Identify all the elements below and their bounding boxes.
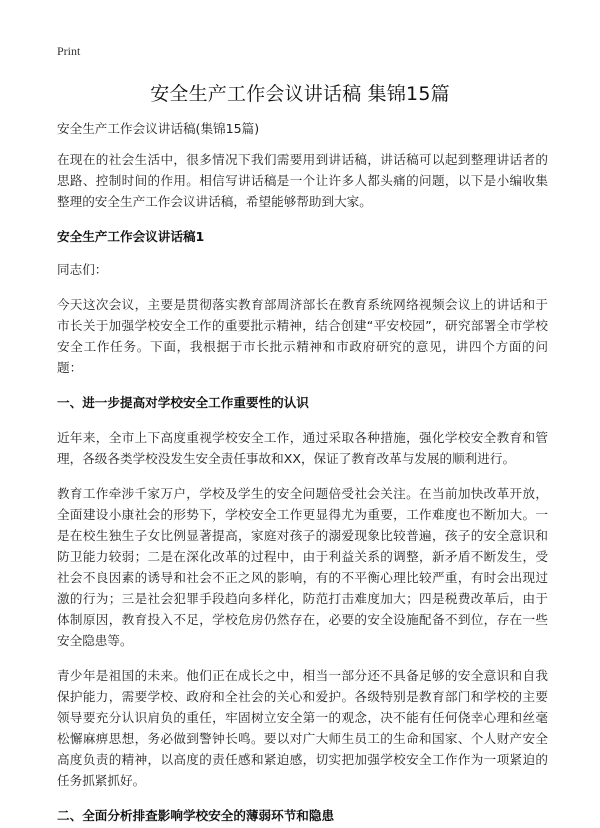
print-link[interactable]: Print bbox=[57, 44, 81, 58]
document-subtitle: 安全生产工作会议讲话稿(集锦15篇) bbox=[57, 121, 260, 136]
speech-heading: 安全生产工作会议讲话稿1 bbox=[57, 229, 205, 244]
document-title: 安全生产工作会议讲话稿 集锦15篇 bbox=[150, 83, 450, 105]
section1-paragraph-b: 教育工作牵涉千家万户，学校及学生的安全问题倍受社会关注。在当前加快改革开放，全面建设小康社会的形势下，学校安全工作更显得尤为重要，工作难度也不断加大。一是在校生独生子女比例显著提高，家庭对孩子的溺爱现象比较普遍，孩子的安全意识和防卫能力较弱；二是在深化改革的过程中，由于利益关系的调整，新矛盾不断发生，受社会不良因素的诱导和社会不正之风的影响，有的不平衡心理比较严重，有时会出现过激的行为；三是社会犯罪手段趋向多样化，防范打击难度加大；四是税费改革后，由于体制原因，教育投入不足，学校危房仍然存在，必要的安全设施配备不到位，存在一些安全隐患等。 bbox=[57, 486, 548, 648]
greeting-paragraph: 同志们： bbox=[57, 262, 108, 277]
opening-paragraph: 今天这次会议，主要是贯彻落实教育部周济部长在教育系统网络视频会议上的讲话和于市长关于加强学校安全工作的重要批示精神，结合创建“平安校园”，研究部署全市学校安全工作任务。下面，我根据于市长批示精神和市政府研究的意见，讲四个方面的问题： bbox=[57, 297, 548, 375]
section-heading-1: 一、进一步提高对学校安全工作重要性的认识 bbox=[57, 395, 309, 410]
document-body bbox=[57, 118, 548, 826]
section-heading-2: 二、全面分析排查影响学校安全的薄弱环节和隐患 bbox=[57, 808, 335, 823]
section1-paragraph-c: 青少年是祖国的未来。他们正在成长之中，相当一部分还不具备足够的安全意识和自我保护能力，需要学校、政府和全社会的关心和爱护。各级特别是教育部门和学校的主要领导要充分认识肩负的重任，牢固树立安全第一的观念，决不能有任何侥幸心理和丝毫松懈麻痹思想，务必做到警钟长鸣。要以对广大师生员工的生命和国家、个人财产安全高度负责的精神，以高度的责任感和紧迫感，切实把加强学校安全工作作为一项紧迫的任务抓紧抓好。 bbox=[57, 668, 548, 788]
section1-paragraph-a: 近年来，全市上下高度重视学校安全工作，通过采取各种措施，强化学校安全教育和管理，各级各类学校没发生安全责任事故和XX，保证了教育改革与发展的顺利进行。 bbox=[57, 430, 548, 466]
intro-paragraph: 在现在的社会生活中，很多情况下我们需要用到讲话稿，讲话稿可以起到整理讲话者的思路、控制时间的作用。相信写讲话稿是一个让许多人都头痛的问题，以下是小编收集整理的安全生产工作会议讲话稿，希望能够帮助到大家。 bbox=[57, 152, 548, 209]
